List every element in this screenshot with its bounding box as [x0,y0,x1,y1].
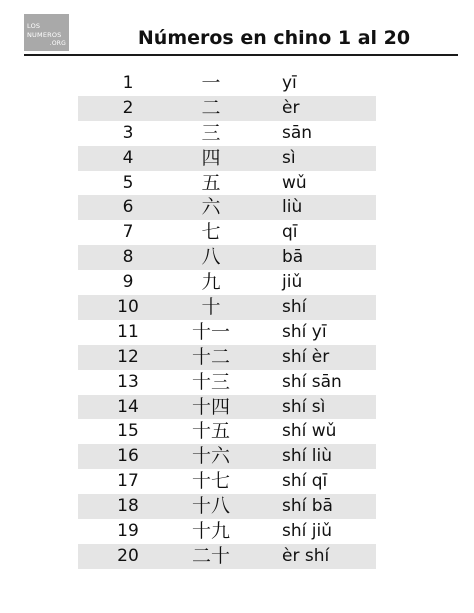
site-logo [24,14,69,51]
hanzi-cell: 十一 [191,320,230,343]
number-cell: 11 [117,321,139,342]
table-row [78,245,376,270]
number-cell: 5 [122,172,134,193]
pinyin-cell: jiǔ [282,272,303,293]
pinyin-cell: shí sān [282,371,342,392]
number-cell: 10 [117,297,139,318]
table-row [78,146,376,171]
hanzi-cell: 三 [201,121,221,144]
hanzi-cell: 十 [201,296,221,319]
hanzi-cell: 十四 [191,395,230,418]
hanzi-cell: 十七 [191,470,230,493]
table-row [78,395,376,420]
logo-text-line-2: NUMEROS [27,31,62,39]
number-cell: 20 [117,545,139,566]
table-row [78,544,376,569]
table-row [78,519,376,544]
table-row [78,295,376,320]
number-cell: 2 [122,97,134,118]
table-row [78,320,376,345]
pinyin-cell: shí yī [282,321,327,342]
hanzi-cell: 十三 [191,370,230,393]
pinyin-cell: liù [282,197,303,218]
table-row [78,121,376,146]
number-cell: 9 [122,272,134,293]
number-cell: 6 [122,197,134,218]
pinyin-cell: sì [282,147,296,168]
hanzi-cell: 二十 [191,544,230,567]
hanzi-cell: 十五 [191,420,230,443]
pinyin-cell: shí bā [282,496,333,517]
table-row [78,270,376,295]
hanzi-cell: 二 [201,96,221,119]
pinyin-cell: shí èr [282,346,330,367]
numbers-table [78,71,376,569]
page-title: Números en chino 1 al 20 [137,27,411,49]
table-row [78,71,376,96]
table-row [78,220,376,245]
pinyin-cell: wǔ [282,172,307,193]
table-row [78,171,376,196]
number-cell: 14 [117,396,139,417]
number-cell: 3 [122,122,134,143]
hanzi-cell: 一 [201,72,221,94]
hanzi-cell: 五 [201,171,221,194]
pinyin-cell: èr [282,97,300,118]
table-row [78,96,376,121]
hanzi-cell: 十六 [191,445,230,468]
table-row [78,370,376,395]
number-cell: 1 [122,73,134,93]
pinyin-cell: qī [282,222,298,243]
table-row [78,419,376,444]
table-row [78,345,376,370]
hanzi-cell: 七 [201,221,221,244]
pinyin-cell: shí jiǔ [282,521,332,542]
table-row [78,494,376,519]
hanzi-cell: 四 [201,146,221,169]
logo-text-line-1: LOS [27,22,41,30]
number-cell: 7 [122,222,134,243]
hanzi-cell: 十八 [191,495,230,518]
number-cell: 16 [117,446,139,467]
number-cell: 17 [117,471,139,492]
logo-text-line-3: .ORG [49,40,66,47]
pinyin-cell: shí liù [282,446,332,467]
number-cell: 13 [117,371,139,392]
hanzi-cell: 十二 [191,345,230,368]
pinyin-cell: yī [282,73,297,93]
pinyin-cell: sān [282,122,313,143]
pinyin-cell: shí [282,297,307,318]
number-cell: 15 [117,421,139,442]
table-row [78,444,376,469]
pinyin-cell: bā [282,247,304,268]
table-row [78,469,376,494]
number-cell: 4 [122,147,134,168]
hanzi-cell: 十九 [191,520,230,543]
number-cell: 8 [122,247,134,268]
title-divider [24,54,458,56]
number-cell: 19 [117,521,139,542]
hanzi-cell: 六 [201,196,221,219]
hanzi-cell: 九 [201,271,221,294]
pinyin-cell: shí sì [282,396,326,417]
table-row [78,195,376,220]
number-cell: 12 [117,346,139,367]
pinyin-cell: èr shí [282,545,330,566]
number-cell: 18 [117,496,139,517]
hanzi-cell: 八 [201,246,221,269]
pinyin-cell: shí qī [282,471,328,492]
pinyin-cell: shí wǔ [282,421,337,442]
